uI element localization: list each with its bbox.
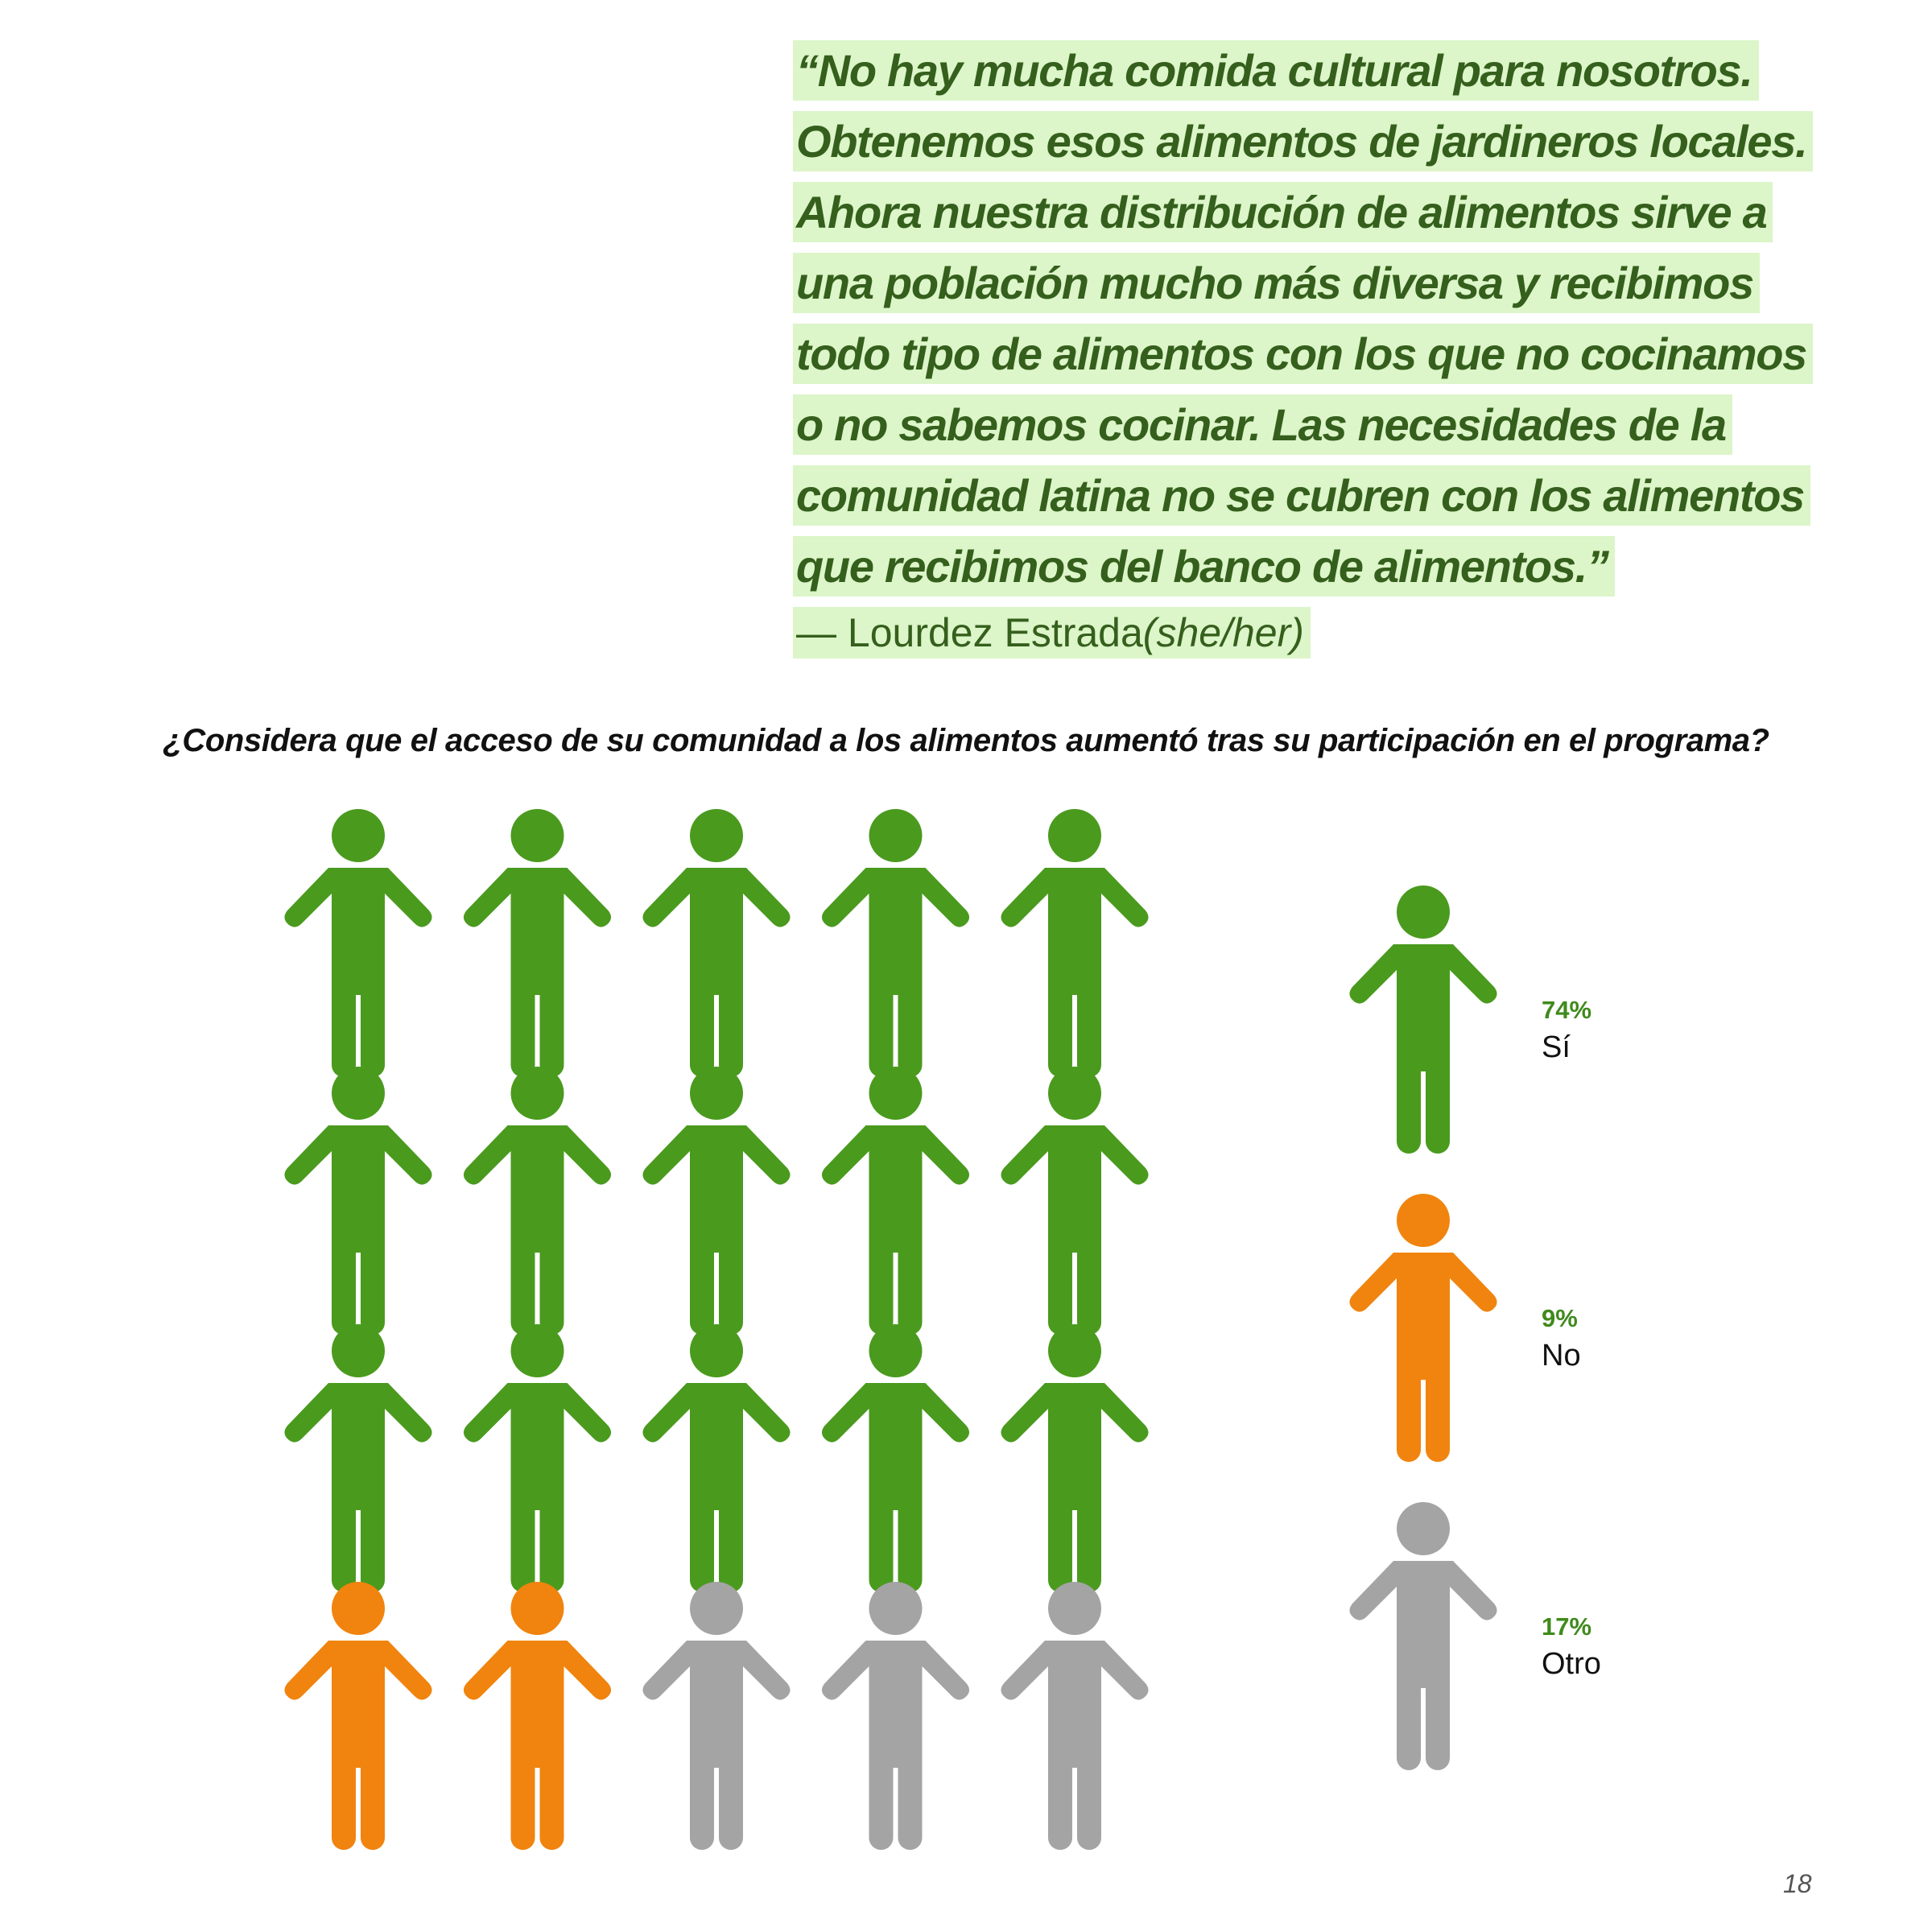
- person-icon: [464, 1061, 611, 1343]
- quote-line: Obtenemos esos alimentos de jardineros locales.: [793, 111, 1813, 171]
- legend-person-icon: [1349, 1188, 1496, 1470]
- legend-person-icon: [1349, 880, 1496, 1162]
- person-icon: [642, 1576, 790, 1858]
- person-icon: [642, 1319, 790, 1600]
- attribution-name: — Lourdez Estrada: [796, 610, 1143, 655]
- quote-line: “No hay mucha comida cultural para nosotros.: [793, 40, 1759, 101]
- quote-line: comunidad latina no se cubren con los alimentos: [793, 465, 1810, 526]
- quote-line: o no sabemos cocinar. Las necesidades de la: [793, 394, 1732, 455]
- pictogram-grid: [284, 803, 1148, 1858]
- legend-percent: 17%: [1542, 1612, 1592, 1641]
- chart-title: ¿Considera que el acceso de su comunidad a los alimentos aumentó tras su participación en el programa?: [163, 723, 1769, 758]
- person-icon: [284, 803, 431, 1085]
- legend-percent: 74%: [1542, 996, 1592, 1024]
- person-icon: [822, 803, 969, 1085]
- person-icon: [642, 803, 790, 1085]
- person-icon: [284, 1061, 431, 1343]
- person-icon: [1001, 1319, 1148, 1600]
- person-icon: [284, 1576, 431, 1858]
- person-icon: [822, 1319, 969, 1600]
- legend-label: No: [1542, 1339, 1581, 1373]
- person-icon: [464, 1576, 611, 1858]
- person-icon: [822, 1576, 969, 1858]
- legend-label: Sí: [1542, 1030, 1571, 1064]
- person-icon: [1001, 803, 1148, 1085]
- person-icon: [642, 1061, 790, 1343]
- legend-label: Otro: [1542, 1647, 1601, 1681]
- person-icon: [464, 803, 611, 1085]
- legend-person-icon: [1349, 1496, 1496, 1778]
- quote-line: todo tipo de alimentos con los que no cocinamos: [793, 324, 1813, 384]
- person-icon: [1001, 1576, 1148, 1858]
- quote-line: que recibimos del banco de alimentos.”: [793, 536, 1615, 597]
- page-number: 18: [1783, 1869, 1812, 1898]
- person-icon: [464, 1319, 611, 1600]
- attribution-pronouns: (she/her): [1142, 610, 1304, 655]
- person-icon: [822, 1061, 969, 1343]
- person-icon: [1001, 1061, 1148, 1343]
- legend: [1349, 880, 1600, 1778]
- legend-percent: 9%: [1542, 1304, 1578, 1332]
- person-icon: [284, 1319, 431, 1600]
- quote-line: Ahora nuestra distribución de alimentos sirve a: [793, 182, 1773, 242]
- quote-line: una población mucho más diversa y recibimos: [793, 253, 1760, 313]
